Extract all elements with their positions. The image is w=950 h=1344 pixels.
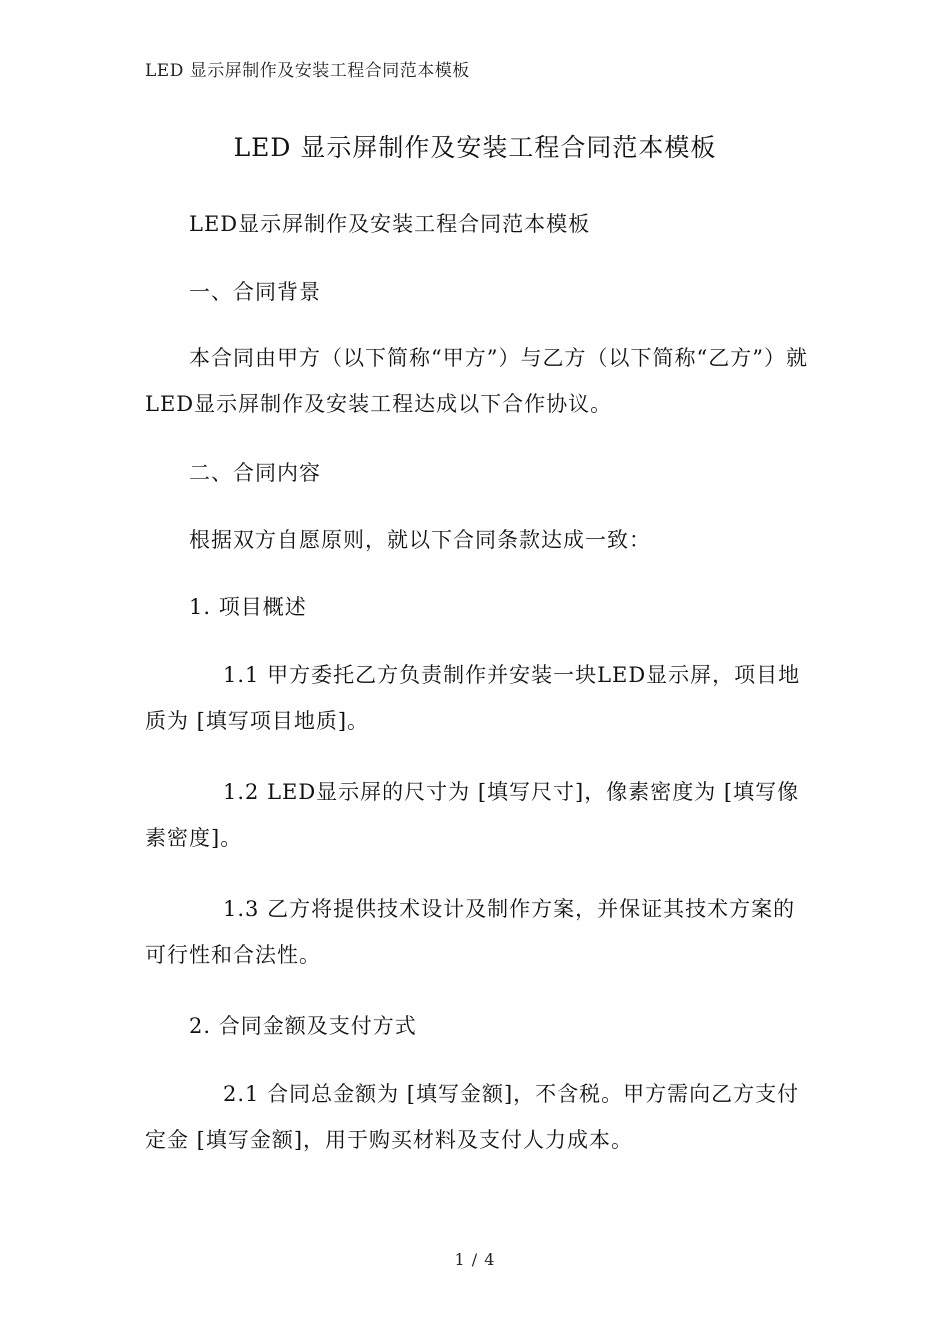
clause-1-3: 1.3 乙方将提供技术设计及制作方案，并保证其技术方案的可行性和合法性。 [145,897,796,967]
clause-heading-amount-payment: 2. 合同金额及支付方式 [189,1014,417,1038]
content-intro-paragraph: 根据双方自愿原则，就以下合同条款达成一致： [189,528,651,552]
section-heading-background: 一、合同背景 [189,280,321,304]
subtitle-paragraph: LED显示屏制作及安装工程合同范本模板 [189,212,591,236]
background-paragraph: 本合同由甲方（以下简称“甲方”）与乙方（以下简称“乙方”）就LED显示屏制作及安装工程达成以下合作协议。 [145,346,808,416]
clause-2-1: 2.1 合同总金额为 [填写金额]，不含税。甲方需向乙方支付定金 [填写金额]，用于购买材料及支付人力成本。 [145,1082,800,1152]
page-header: LED 显示屏制作及安装工程合同范本模板 [145,61,470,81]
clause-1-2: 1.2 LED显示屏的尺寸为 [填写尺寸]，像素密度为 [填写像素密度]。 [145,780,800,850]
section-heading-content: 二、合同内容 [189,461,321,485]
clause-1-1: 1.1 甲方委托乙方负责制作并安装一块LED显示屏，项目地质为 [填写项目地质]。 [145,663,801,733]
clause-heading-project-overview: 1. 项目概述 [189,595,307,619]
page-number: 1 / 4 [454,1250,496,1269]
document-title: LED 显示屏制作及安装工程合同范本模板 [233,133,717,162]
